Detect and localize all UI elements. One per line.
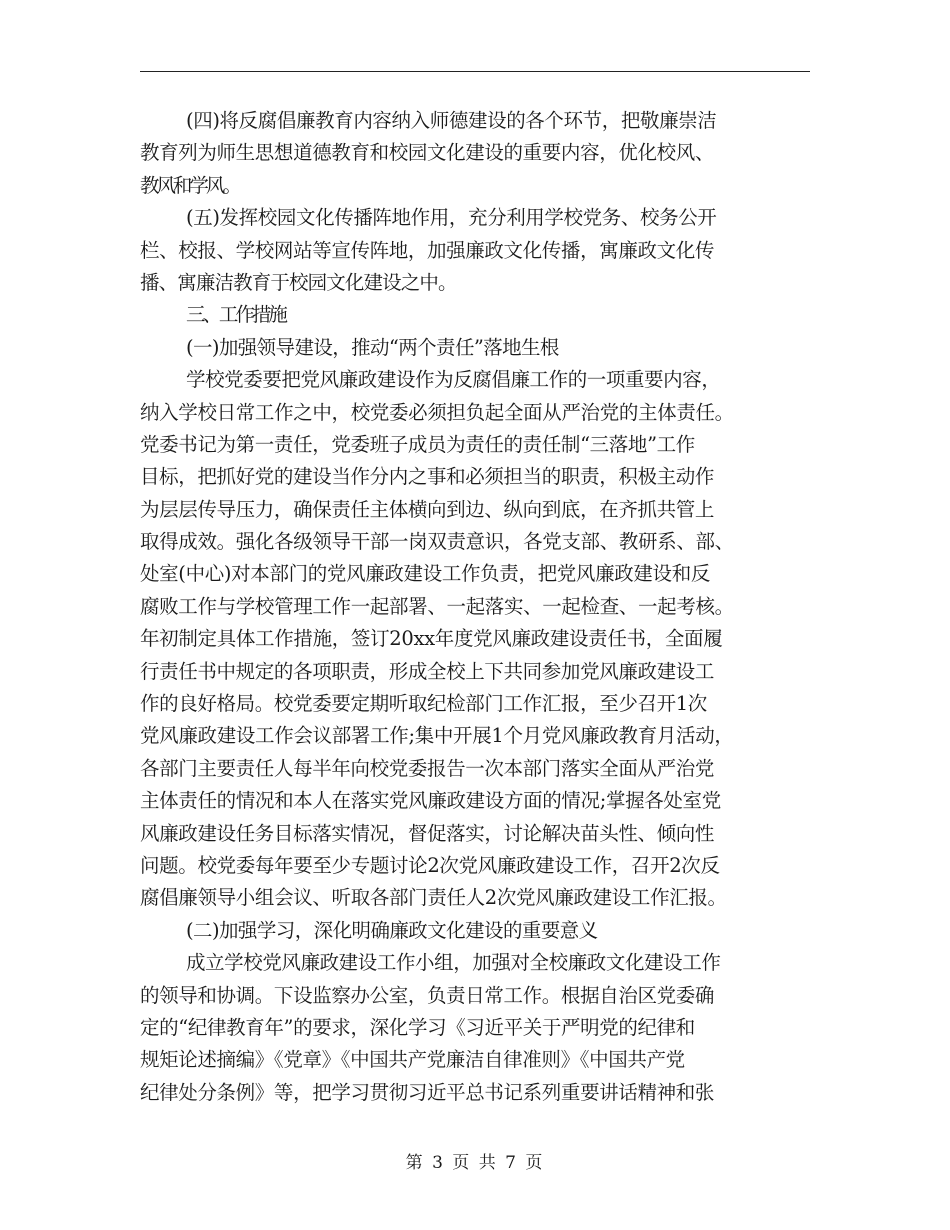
text-line: 为层层传导压力，确保责任主体横向到边、纵向到底，在齐抓共管上 <box>140 497 715 521</box>
text-line: (二)加强学习，深化明确廉政文化建设的重要意义 <box>186 918 598 942</box>
page-number-footer: 第 3 页 共 7 页 <box>405 1153 545 1173</box>
text-line: 三、工作措施 <box>186 303 285 327</box>
text-line: 年初制定具体工作措施，签订20xx年度党风廉政建设责任书，全面履 <box>140 627 723 651</box>
text-line: 栏、校报、学校网站等宣传阵地，加强廉政文化传播，寓廉政文化传 <box>140 238 715 262</box>
text-line: 纪律处分条例》等，把学习贯彻习近平总书记系列重要讲话精神和张 <box>140 1080 715 1104</box>
text-line: 各部门主要责任人每半年向校党委报告一次本部门落实全面从严治党 <box>140 756 715 780</box>
text-line: 腐倡廉领导小组会议、听取各部门责任人2次党风廉政建设工作汇报。 <box>140 886 727 910</box>
text-line: 行责任书中规定的各项职责，形成全校上下共同参加党风廉政建设工 <box>140 659 715 683</box>
document-body <box>140 105 830 1109</box>
text-line: 成立学校党风廉政建设工作小组，加强对全校廉政文化建设工作 <box>186 951 721 975</box>
text-line: 取得成效。强化各级领导干部一岗双责意识，各党支部、教研系、部、 <box>140 530 734 554</box>
text-line: 腐败工作与学校管理工作一起部署、一起落实、一起检查、一起考核。 <box>140 594 734 618</box>
text-line: 的领导和协调。下设监察办公室，负责日常工作。根据自治区党委确 <box>140 983 715 1007</box>
text-line: (四)将反腐倡廉教育内容纳入师德建设的各个环节，把敬廉崇洁 <box>186 109 717 132</box>
text-line: 教风和学风。 <box>140 173 239 197</box>
text-line: (一)加强领导建设，推动“两个责任”落地生根 <box>186 335 559 359</box>
text-line: 学校党委要把党风廉政建设作为反腐倡廉工作的一项重要内容， <box>186 368 721 392</box>
text-line: (五)发挥校园文化传播阵地作用，充分利用学校党务、校务公开 <box>186 206 717 230</box>
text-line: 党委书记为第一责任，党委班子成员为责任的责任制“三落地”工作 <box>140 432 695 456</box>
text-line: 主体责任的情况和本人在落实党风廉政建设方面的情况;掌握各处室党 <box>140 789 721 813</box>
text-line: 纳入学校日常工作之中，校党委必须担负起全面从严治党的主体责任。 <box>140 400 734 424</box>
text-line: 播、寓廉洁教育于校园文化建设之中。 <box>140 270 457 294</box>
text-line: 处室(中心)对本部门的党风廉政建设工作负责，把党风廉政建设和反 <box>140 562 711 586</box>
header-rule <box>140 71 810 72</box>
text-line: 党风廉政建设工作会议部署工作;集中开展1个月党风廉政教育月活动， <box>140 724 734 748</box>
text-line: 问题。校党委每年要至少专题讨论2次党风廉政建设工作，召开2次反 <box>140 853 720 877</box>
text-line: 定的“纪律教育年”的要求，深化学习《习近平关于严明党的纪律和 <box>140 1015 695 1039</box>
text-line: 目标，把抓好党的建设当作分内之事和必须担当的职责，积极主动作 <box>140 465 715 489</box>
text-line: 风廉政建设任务目标落实情况，督促落实，讨论解决苗头性、倾向性 <box>140 821 715 845</box>
text-line: 作的良好格局。校党委要定期听取纪检部门工作汇报，至少召开1次 <box>140 692 707 716</box>
text-line: 规矩论述摘编》《党章》《中国共产党廉洁自律准则》《中国共产党 <box>140 1048 685 1072</box>
text-line: 教育列为师生思想道德教育和校园文化建设的重要内容，优化校风、 <box>140 141 715 165</box>
